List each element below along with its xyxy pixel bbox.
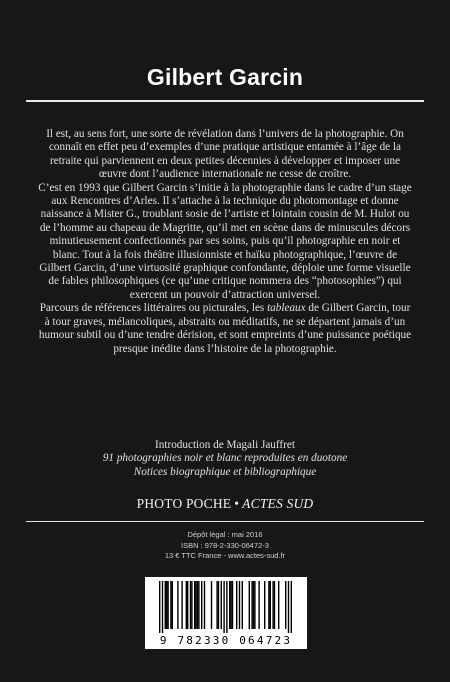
isbn-number: ISBN : 978-2-330-06472-3 bbox=[181, 540, 269, 550]
barcode-bar bbox=[170, 581, 171, 629]
blurb-closing-italic: tableaux bbox=[267, 302, 306, 315]
barcode-bar bbox=[232, 581, 233, 629]
photographs-count: 91 photographies noir et blanc reproduites en duotone bbox=[102, 452, 348, 465]
barcode-bar bbox=[191, 581, 192, 629]
barcode-bar bbox=[264, 581, 265, 629]
barcode-bar bbox=[197, 581, 198, 629]
barcode-bar bbox=[291, 581, 292, 633]
barcode-bar bbox=[187, 581, 188, 629]
barcode-bar bbox=[221, 581, 222, 629]
barcode-bar bbox=[251, 581, 252, 629]
barcode-bar bbox=[253, 581, 254, 629]
barcode-bar bbox=[218, 581, 219, 629]
barcode-bar bbox=[186, 581, 187, 629]
barcode-bar bbox=[249, 581, 250, 629]
barcode-bar bbox=[285, 581, 286, 629]
bullet-separator: • bbox=[234, 496, 240, 511]
barcode-bar bbox=[230, 581, 231, 629]
barcode-bar bbox=[198, 581, 199, 629]
barcode-bar bbox=[190, 581, 191, 629]
blurb-closing-start: Parcours de références littéraires ou picturales, les bbox=[39, 302, 268, 315]
barcode-bar bbox=[254, 581, 255, 629]
book-credits bbox=[38, 439, 412, 479]
barcode-bars bbox=[145, 577, 307, 635]
introduction-credit: Introduction de Magali Jauffret bbox=[155, 439, 295, 451]
barcode-bar bbox=[258, 581, 259, 629]
book-author-title: Gilbert Garcin bbox=[146, 64, 304, 90]
barcode-bar bbox=[181, 581, 182, 629]
barcode-digits: 9 782330 064723 bbox=[159, 634, 293, 647]
blurb-closing-end: de Gilbert Garcin, tour à tour graves, mélancoliques, abstraits ou méditatifs, ne se départent jamais d’un humour subtil ou d’une tendre dérision, et sont empreints d’une puissance poétique presque inédite dans l’histoire de la photographie. bbox=[38, 302, 412, 355]
blurb-paragraph-intro: Il est, au sens fort, une sorte de révélation dans l’univers de la photographie. On connaît en effet peu d’exemples d’une pratique artistique entamée à l’âge de la retraite qui parviennent en deux petites décennies à développer et imposer une œuvre dont l’audience internationale ne cesse de croître. bbox=[46, 128, 404, 181]
barcode-bar bbox=[194, 581, 195, 629]
publisher-name: ACTES SUD bbox=[242, 496, 314, 511]
barcode-bar bbox=[166, 581, 167, 629]
barcode-bar bbox=[211, 581, 212, 629]
barcode-bar bbox=[201, 581, 202, 629]
barcode-bar bbox=[204, 581, 205, 629]
barcode-bar bbox=[172, 581, 173, 629]
blurb-paragraph-history: C’est en 1993 que Gilbert Garcin s’initie à la photographie dans le cadre d’un stage aux Rencontres d’Arles. Il s’attache à la technique du photomontage et donne naissance à Mister G., troublant sosie de l’artiste et lointain cousin de M. Hulot ou de l’homme au chapeau de Magritte, qu’il met en scène dans de minuscules décors minutieusement confectionnés par ses soins, puis qu’il photographie en noir et blanc. Tout à la fois théâtre illusionniste et haïku photographique, l’œuvre de Gilbert Garcin, d’une virtuosité graphique confondante, déploie une forme visuelle de fables philosophiques (ce qu’une critique nommera des “photosophies”) qui exercent un pouvoir d’attraction universel. bbox=[38, 181, 412, 301]
barcode-bar bbox=[216, 581, 217, 629]
price-website: 13 € TTC France - www.actes-sud.fr bbox=[164, 551, 286, 560]
legal-deposit: Dépôt légal : mai 2016 bbox=[187, 530, 263, 539]
barcode-bar bbox=[223, 581, 224, 633]
barcode-bar bbox=[270, 581, 271, 629]
barcode-bar bbox=[239, 581, 240, 629]
series-name: PHOTO POCHE bbox=[136, 496, 232, 511]
barcode-bar bbox=[226, 581, 227, 633]
legal-info bbox=[0, 530, 450, 562]
notes-credit: Notices biographique et bibliographique bbox=[133, 465, 317, 478]
barcode-bar bbox=[272, 581, 273, 629]
barcode-bar bbox=[268, 581, 269, 629]
back-cover-blurb bbox=[38, 128, 412, 356]
barcode-bar bbox=[274, 581, 275, 629]
barcode-bar bbox=[236, 581, 237, 629]
barcode-bar bbox=[167, 581, 168, 629]
collection-line bbox=[0, 496, 450, 512]
blurb-paragraph-closing bbox=[38, 302, 412, 356]
barcode-bar bbox=[195, 581, 196, 629]
barcode-bar bbox=[159, 581, 160, 633]
barcode-bar bbox=[165, 581, 166, 629]
barcode-bar bbox=[242, 581, 243, 629]
top-divider bbox=[26, 100, 424, 102]
barcode-bar bbox=[278, 581, 279, 629]
barcode-bar bbox=[177, 581, 178, 629]
barcode-bar bbox=[162, 581, 163, 633]
isbn-barcode bbox=[145, 577, 307, 649]
barcode-bar bbox=[229, 581, 230, 629]
bottom-divider bbox=[26, 521, 424, 522]
barcode-bar bbox=[288, 581, 289, 633]
